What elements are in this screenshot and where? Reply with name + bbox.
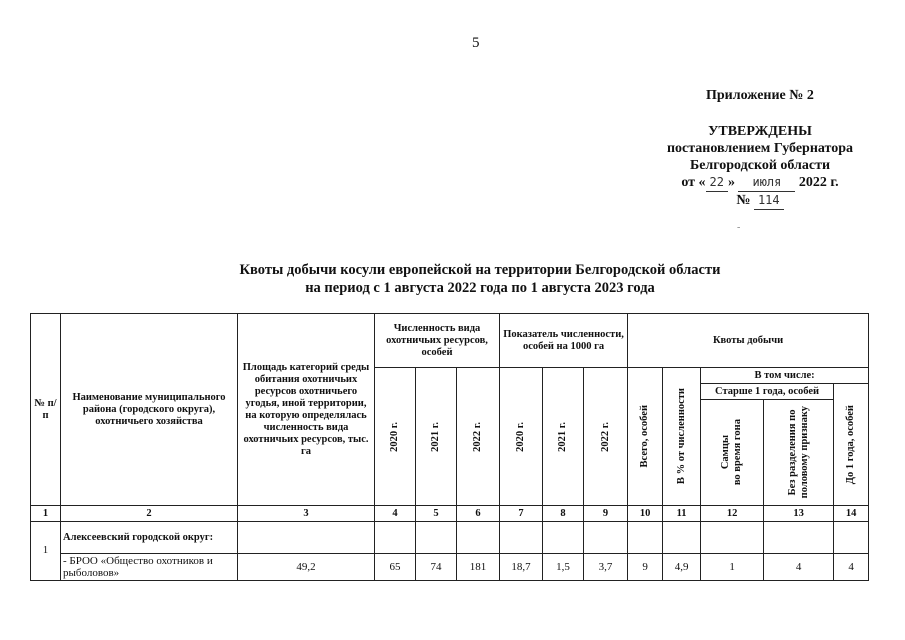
header-quota-group: Квоты добычи [628,314,869,368]
header-males-rut: Самцы во время гона [720,419,744,486]
header-no: № п/п [31,314,61,506]
row-density-2022: 3,7 [584,554,628,581]
colnum-7: 7 [500,506,543,522]
row-count-2020: 65 [375,554,416,581]
stray-mark: - [737,222,741,233]
row-count-2022: 181 [457,554,500,581]
date-month: июля [738,174,795,192]
colnum-11: 11 [663,506,701,522]
approval-date [640,174,880,192]
colnum-9: 9 [584,506,628,522]
colnum-2: 2 [61,506,238,522]
approval-line1: постановлением Губернатора [666,141,854,156]
title-line2: на период с 1 августа 2022 года по 1 августа 2023 года [305,280,655,296]
header-area: Площадь категорий среды обитания охотничьих ресурсов охотничьего угодья, иной территории, на которую определялась численность вида охотничьих ресурсов, тыс. га [238,314,375,506]
table-row [31,554,869,581]
header-including: В том числе: [701,368,869,384]
group-row [31,522,869,554]
approval-block [640,123,880,210]
header-no-sex: Без разделения по половому признаку [786,406,810,499]
header-density-group: Показатель численности, особей на 1000 га [500,314,628,368]
row-males-rut: 1 [701,554,764,581]
header-density-2022: 2022 г. [599,421,611,452]
header-under-1y: До 1 года, особей [845,404,857,485]
row-area: 49,2 [238,554,375,581]
colnum-4: 4 [375,506,416,522]
row-density-2021: 1,5 [543,554,584,581]
colnum-10: 10 [628,506,663,522]
header-count-2021: 2021 г. [430,421,441,452]
appendix-label: Приложение № 2 [706,88,814,103]
document-title [200,261,760,297]
column-numbers-row [31,506,869,522]
colnum-6: 6 [457,506,500,522]
header-density-2021: 2021 г. [557,421,569,452]
row-quota-total: 9 [628,554,663,581]
date-mid: » [727,175,735,190]
number-prefix: № [736,193,751,208]
header-name: Наименование муниципального района (городского округа), охотничьего хозяйства [61,314,238,506]
date-year: 2022 г. [798,175,839,190]
colnum-14: 14 [834,506,869,522]
header-count-group: Численность вида охотничьих ресурсов, особей [375,314,500,368]
number-value: 114 [754,192,784,210]
row-count-2021: 74 [416,554,457,581]
group-name: Алексеевский городской округ: [61,522,238,554]
date-prefix: от « [681,175,706,190]
row-no-sex: 4 [764,554,834,581]
date-day: 22 [706,174,728,192]
header-older: Старше 1 года, особей [701,384,834,400]
header-count-2022: 2022 г. [472,421,484,452]
approval-line2: Белгородской области [689,158,831,173]
header-density-2020: 2020 г. [515,421,527,452]
page-number: 5 [472,35,480,51]
colnum-8: 8 [543,506,584,522]
title-line1: Квоты добычи косули европейской на территории Белгородской области [239,262,721,278]
approval-heading: УТВЕРЖДЕНЫ [708,124,812,139]
row-name: - БРОО «Общество охотников и рыболовов» [61,554,238,581]
row-under-1y: 4 [834,554,869,581]
colnum-5: 5 [416,506,457,522]
colnum-3: 3 [238,506,375,522]
header-quota-percent: В % от численности [675,388,687,485]
group-number: 1 [31,522,61,581]
colnum-12: 12 [701,506,764,522]
header-count-2020: 2020 г. [389,421,400,452]
row-density-2020: 18,7 [500,554,543,581]
colnum-1: 1 [31,506,61,522]
header-quota-total: Всего, особей [639,405,651,468]
quota-table [30,313,869,581]
colnum-13: 13 [764,506,834,522]
approval-number [640,192,880,210]
row-quota-percent: 4,9 [663,554,701,581]
